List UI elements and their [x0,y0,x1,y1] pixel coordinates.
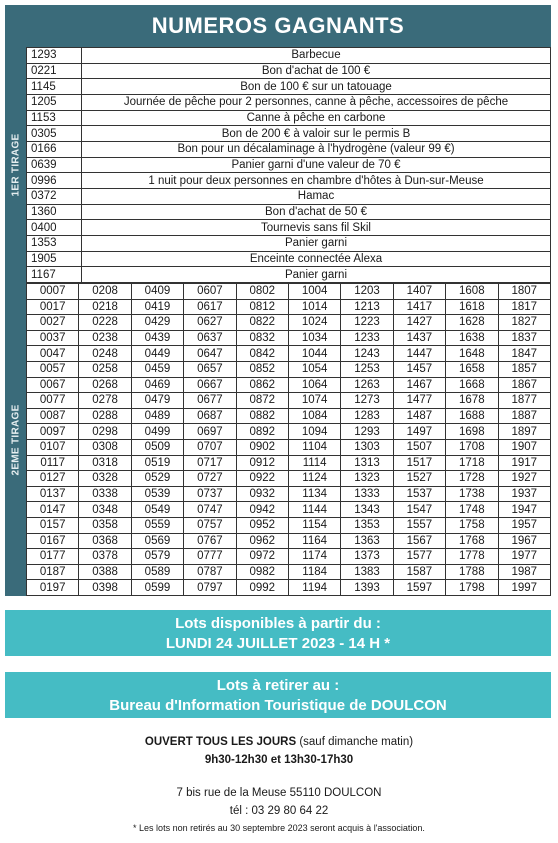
winning-number: 1567 [393,533,445,549]
winning-number: 0842 [236,346,288,362]
prize-description: Hamac [82,188,551,204]
winning-number: 1967 [498,533,550,549]
prize-description: Canne à pêche en carbone [82,110,551,126]
winning-number: 1937 [498,486,550,502]
winning-number: 1648 [446,346,498,362]
winning-number: 1054 [288,361,340,377]
winning-number: 1243 [341,346,393,362]
winning-number: 0697 [184,424,236,440]
winning-number: 0388 [79,564,131,580]
winning-number: 1343 [341,502,393,518]
winning-number: 0667 [184,377,236,393]
winning-number: 1788 [446,564,498,580]
winning-number: 1034 [288,330,340,346]
winning-number: 0157 [27,517,79,533]
winning-number: 0627 [184,315,236,331]
winning-number: 0822 [236,315,288,331]
prize-description: Panier garni d'une valeur de 70 € [82,157,551,173]
winning-number: 1837 [498,330,550,346]
winning-number: 1144 [288,502,340,518]
prize-code: 0221 [27,63,82,79]
winning-number: 0127 [27,471,79,487]
prize-row [27,63,551,79]
winning-number: 0727 [184,471,236,487]
winning-number: 0047 [27,346,79,362]
availability-line1: Lots disponibles à partir du : [175,615,381,632]
winning-number: 1024 [288,315,340,331]
winning-number: 1253 [341,361,393,377]
winning-number: 0832 [236,330,288,346]
winning-number: 0368 [79,533,131,549]
winning-number: 0057 [27,361,79,377]
winning-number: 1557 [393,517,445,533]
winning-number: 1004 [288,284,340,300]
winning-number: 0499 [131,424,183,440]
prize-description: Panier garni [82,235,551,251]
winning-number: 0589 [131,564,183,580]
winning-number: 0797 [184,580,236,596]
winning-number: 0449 [131,346,183,362]
winning-number: 1417 [393,299,445,315]
prize-code: 0639 [27,157,82,173]
number-row [27,361,551,377]
winning-number: 0218 [79,299,131,315]
opening-days [0,736,558,748]
winning-number: 0358 [79,517,131,533]
winning-number: 1827 [498,315,550,331]
winning-number: 1223 [341,315,393,331]
winning-number: 0197 [27,580,79,596]
winning-number: 1333 [341,486,393,502]
winning-number: 0677 [184,393,236,409]
prize-row [27,94,551,110]
availability-banner [5,610,551,656]
prize-code: 0996 [27,173,82,189]
prize-code: 0372 [27,188,82,204]
prize-code: 0400 [27,220,82,236]
number-row [27,315,551,331]
winning-number: 0187 [27,564,79,580]
winning-number: 0137 [27,486,79,502]
winning-number: 0087 [27,408,79,424]
winning-number: 1124 [288,471,340,487]
tirage-1-section [5,47,551,283]
winning-number: 1628 [446,315,498,331]
prize-description: Tournevis sans fil Skil [82,220,551,236]
winning-number: 0687 [184,408,236,424]
prize-description: 1 nuit pour deux personnes en chambre d'hôtes à Dun-sur-Meuse [82,173,551,189]
winning-number: 0067 [27,377,79,393]
winning-number: 0077 [27,393,79,409]
winning-number: 1293 [341,424,393,440]
prize-row [27,126,551,142]
winning-number: 1437 [393,330,445,346]
winning-number: 1927 [498,471,550,487]
winning-number: 0717 [184,455,236,471]
winning-number: 0617 [184,299,236,315]
page-title: NUMEROS GAGNANTS [5,5,551,47]
number-row [27,455,551,471]
winning-number: 0459 [131,361,183,377]
prize-row [27,267,551,283]
winning-number: 0942 [236,502,288,518]
winning-number: 1134 [288,486,340,502]
winning-number: 1194 [288,580,340,596]
winning-number: 0599 [131,580,183,596]
prize-row [27,48,551,64]
winning-number: 0318 [79,455,131,471]
winning-number: 1887 [498,408,550,424]
winning-number: 0177 [27,549,79,565]
prize-row [27,79,551,95]
winning-number: 1213 [341,299,393,315]
number-row [27,580,551,596]
winning-number: 1758 [446,517,498,533]
tirage-1-table [26,47,551,283]
winning-number: 0952 [236,517,288,533]
winning-number: 0559 [131,517,183,533]
prize-row [27,110,551,126]
winning-number: 0298 [79,424,131,440]
tirage-2-table [26,283,551,596]
winning-number: 1957 [498,517,550,533]
winning-number: 0902 [236,439,288,455]
winning-number: 0007 [27,284,79,300]
address: 7 bis rue de la Meuse 55110 DOULCON [176,787,382,799]
winning-number: 1547 [393,502,445,518]
winning-number: 0647 [184,346,236,362]
winning-number: 1668 [446,377,498,393]
winning-number: 0607 [184,284,236,300]
prize-description: Barbecue [82,48,551,64]
winning-number: 1728 [446,471,498,487]
winning-number: 1164 [288,533,340,549]
winning-number: 0912 [236,455,288,471]
winning-number: 0017 [27,299,79,315]
pickup-location: Bureau d'Information Touristique de DOULCON [109,697,447,714]
winning-number: 0167 [27,533,79,549]
winning-number: 1778 [446,549,498,565]
winning-number: 1807 [498,284,550,300]
winning-number: 1184 [288,564,340,580]
winning-number: 1363 [341,533,393,549]
number-row [27,346,551,362]
prize-description: Bon pour un décalaminage à l'hydrogène (valeur 99 €) [82,141,551,157]
winning-number: 0398 [79,580,131,596]
winning-number: 0328 [79,471,131,487]
winning-number: 0657 [184,361,236,377]
winning-number: 1947 [498,502,550,518]
winning-number: 1977 [498,549,550,565]
prize-code: 1293 [27,48,82,64]
phone-number: tél : 03 29 80 64 22 [229,805,329,817]
winning-number: 0228 [79,315,131,331]
winning-number: 1393 [341,580,393,596]
winning-number: 1154 [288,517,340,533]
winning-number: 0248 [79,346,131,362]
winning-number: 1638 [446,330,498,346]
prize-description: Bon de 200 € à valoir sur le permis B [82,126,551,142]
winning-number: 1517 [393,455,445,471]
winning-number: 0972 [236,549,288,565]
winning-number: 1847 [498,346,550,362]
winning-number: 1233 [341,330,393,346]
winning-number: 1917 [498,455,550,471]
winning-number: 1074 [288,393,340,409]
winning-number: 0882 [236,408,288,424]
winning-number: 1867 [498,377,550,393]
winning-number: 1044 [288,346,340,362]
winning-number: 1618 [446,299,498,315]
winning-number: 1487 [393,408,445,424]
number-row [27,471,551,487]
pickup-banner [5,672,551,718]
winning-number: 0992 [236,580,288,596]
winning-number: 1768 [446,533,498,549]
winning-number: 0962 [236,533,288,549]
winning-number: 1407 [393,284,445,300]
winning-number: 0757 [184,517,236,533]
pickup-line1: Lots à retirer au : [216,677,340,694]
winning-number: 1597 [393,580,445,596]
winning-number: 1174 [288,549,340,565]
prize-description: Bon d'achat de 50 € [82,204,551,220]
winning-number: 1577 [393,549,445,565]
footnote: * Les lots non retirés au 30 septembre 2023 seront acquis à l'association. [133,823,425,833]
winning-number: 1094 [288,424,340,440]
winning-number: 0579 [131,549,183,565]
prize-code: 1905 [27,251,82,267]
winning-number: 1467 [393,377,445,393]
winning-number: 0268 [79,377,131,393]
prize-row [27,251,551,267]
prize-row [27,141,551,157]
winning-number: 0637 [184,330,236,346]
number-row [27,284,551,300]
winning-number: 1203 [341,284,393,300]
winning-number: 0802 [236,284,288,300]
winning-number: 0469 [131,377,183,393]
winning-number: 1084 [288,408,340,424]
winning-number: 1263 [341,377,393,393]
winning-number: 1658 [446,361,498,377]
prize-row [27,235,551,251]
winning-number: 0777 [184,549,236,565]
winning-number: 0147 [27,502,79,518]
winning-number: 1497 [393,424,445,440]
winning-number: 0238 [79,330,131,346]
winning-number: 1608 [446,284,498,300]
opening-hours: 9h30-12h30 et 13h30-17h30 [204,754,354,766]
number-row [27,533,551,549]
winning-number: 0037 [27,330,79,346]
winning-number: 1353 [341,517,393,533]
opening-days-bold: OUVERT TOUS LES JOURS [144,736,297,748]
winning-number: 0107 [27,439,79,455]
number-row [27,393,551,409]
prize-code: 0166 [27,141,82,157]
tirage-2-section [5,283,551,596]
winning-number: 0258 [79,361,131,377]
number-row [27,424,551,440]
winning-number: 0308 [79,439,131,455]
prize-row [27,157,551,173]
winning-number: 1303 [341,439,393,455]
prize-code: 1145 [27,79,82,95]
winning-number: 1817 [498,299,550,315]
winning-number: 0767 [184,533,236,549]
winning-number: 0539 [131,486,183,502]
winning-number: 1678 [446,393,498,409]
winning-number: 1698 [446,424,498,440]
winning-number: 1997 [498,580,550,596]
prize-code: 1360 [27,204,82,220]
number-row [27,517,551,533]
winning-number: 1283 [341,408,393,424]
number-row [27,564,551,580]
winning-number: 1114 [288,455,340,471]
winning-number: 1064 [288,377,340,393]
prize-code: 1153 [27,110,82,126]
prize-code: 1205 [27,94,82,110]
winning-number: 0812 [236,299,288,315]
winning-number: 0872 [236,393,288,409]
number-row [27,408,551,424]
tirage-2-label-bar [5,283,26,596]
number-row [27,439,551,455]
winning-number: 1537 [393,486,445,502]
tirage-1-label: 1ER TIRAGE [10,133,21,197]
winning-number: 1477 [393,393,445,409]
winning-number: 0338 [79,486,131,502]
tirage-2-label: 2EME TIRAGE [10,403,21,476]
winning-number: 0208 [79,284,131,300]
winning-number: 1457 [393,361,445,377]
winning-number: 0747 [184,502,236,518]
winning-number: 0429 [131,315,183,331]
winning-number: 1877 [498,393,550,409]
prize-row [27,204,551,220]
winning-number: 0737 [184,486,236,502]
winning-number: 1857 [498,361,550,377]
number-row [27,299,551,315]
winning-number: 1708 [446,439,498,455]
winning-number: 1313 [341,455,393,471]
tirage-1-label-bar [5,47,26,283]
winning-number: 1738 [446,486,498,502]
winning-number: 1907 [498,439,550,455]
winning-number: 0569 [131,533,183,549]
winning-number: 0278 [79,393,131,409]
prize-row [27,173,551,189]
winning-number: 0787 [184,564,236,580]
prize-code: 1353 [27,235,82,251]
winning-number: 1527 [393,471,445,487]
prize-row [27,220,551,236]
opening-days-rest: (sauf dimanche matin) [296,736,414,748]
winning-number: 0288 [79,408,131,424]
availability-date: LUNDI 24 JUILLET 2023 - 14 H * [165,635,391,652]
winning-number: 0348 [79,502,131,518]
winning-number: 1383 [341,564,393,580]
winning-number: 0932 [236,486,288,502]
winning-number: 1718 [446,455,498,471]
winning-number: 0892 [236,424,288,440]
winning-number: 0549 [131,502,183,518]
prize-description: Journée de pêche pour 2 personnes, canne à pêche, accessoires de pêche [82,94,551,110]
winning-number: 1798 [446,580,498,596]
winning-number: 1748 [446,502,498,518]
winning-number: 1507 [393,439,445,455]
number-row [27,377,551,393]
winning-number: 1373 [341,549,393,565]
number-row [27,330,551,346]
winning-number: 0479 [131,393,183,409]
prize-description: Bon d'achat de 100 € [82,63,551,79]
number-row [27,502,551,518]
number-row [27,549,551,565]
winning-number: 0419 [131,299,183,315]
winning-number: 0922 [236,471,288,487]
winning-number: 0519 [131,455,183,471]
winning-number: 1447 [393,346,445,362]
winning-number: 0097 [27,424,79,440]
winning-number: 0489 [131,408,183,424]
winning-number: 1688 [446,408,498,424]
winning-number: 0027 [27,315,79,331]
winning-number: 0117 [27,455,79,471]
winning-number: 1014 [288,299,340,315]
winning-number: 1104 [288,439,340,455]
winning-number: 0862 [236,377,288,393]
winning-number: 0439 [131,330,183,346]
winning-number: 0707 [184,439,236,455]
prize-code: 1167 [27,267,82,283]
prize-code: 0305 [27,126,82,142]
winning-number: 0852 [236,361,288,377]
prize-description: Panier garni [82,267,551,283]
winning-number: 0509 [131,439,183,455]
winning-number: 1427 [393,315,445,331]
number-row [27,486,551,502]
winning-number: 1273 [341,393,393,409]
winning-number: 0409 [131,284,183,300]
prize-description: Enceinte connectée Alexa [82,251,551,267]
winning-number: 0529 [131,471,183,487]
winning-number: 0982 [236,564,288,580]
winning-number: 1587 [393,564,445,580]
winning-number: 1987 [498,564,550,580]
prize-description: Bon de 100 € sur un tatouage [82,79,551,95]
winning-number: 0378 [79,549,131,565]
winning-number: 1897 [498,424,550,440]
winning-number: 1323 [341,471,393,487]
prize-row [27,188,551,204]
